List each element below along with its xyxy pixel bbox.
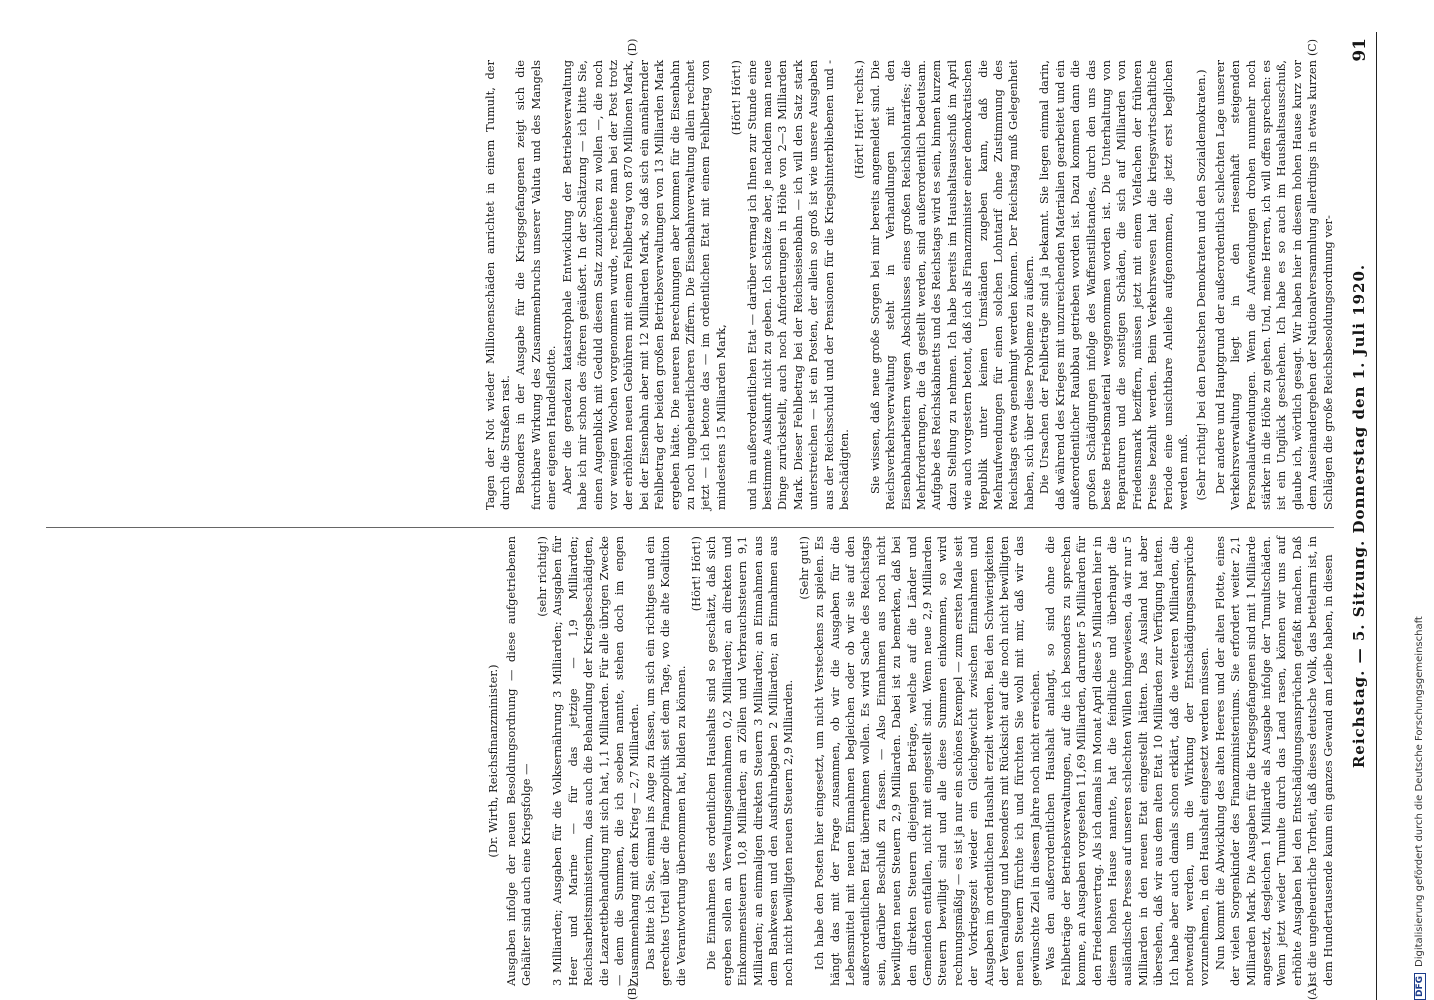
page-header <box>1342 32 1377 1000</box>
digitization-footer <box>1414 20 1430 1000</box>
paragraph: Ich habe den Posten hier eingesetzt, um nicht Versteckens zu spielen. Es hängt das mit der Frage zusammen, ob wir die Ausgaben für die Lebensmittel mit neuen Einnahmen begleichen oder ob wir sie auf den außerordentlichen Etat übernehmen wollen. Es wird Sache des Reichstags sein, darüber Beschluß zu fassen. — Also Einnahmen aus noch nicht bewilligten neuen Steuern 2,9 Milliarden. Dabei ist zu bemerken, daß bei den direkten Steuern diejenigen Beträge, welche auf die Länder und Gemeinden entfallen, nicht mit eingestellt sind. Wenn neue 2,9 Milliarden Steuern bewilligt sind und alle diese Summen einkommen, so wird rechnungsmäßig — es ist ja nur ein schönes Exempel — zum ersten Male seit der Vorkriegszeit wieder ein Gleichgewicht zwischen Einnahmen und Ausgaben im ordentlichen Haushalt erzielt werden. Bei den Schwierigkeiten der Veranlagung und besonders mit Rücksicht auf die noch nicht bewilligten neuen Steuern fürchte ich und fürchten Sie wohl mit mir, daß wir das gewünschte Ziel in diesem Jahre noch nicht erreichen. <box>812 536 1042 986</box>
page-number: 91 <box>1350 38 1370 62</box>
header-title: Reichstag. — 5. Sitzung. Donnerstag den 1. Juli 1920. <box>1350 263 1368 769</box>
column-divider <box>46 527 1334 528</box>
interjection: (Hört! Hört!) <box>688 536 703 612</box>
interjection: (Hört! Hört!) <box>729 60 744 136</box>
paragraph: und im außerordentlichen Etat — darüber vermag ich Ihnen zur Stunde eine bestimmte Auskunft nicht zu geben. Ich schätze aber, je nachdem man neue Dinge zurückstellt, auch noch Anforderungen in Höhe von 2—3 Milliarden Mark. Dieser Fehlbetrag bei der Reichseisenbahn — ich will den Satz stark unterstreichen — ist ein Posten, der allein so groß ist wie unsere Ausgaben aus der Reichsschuld und der Pensionen für die Kriegshinterbliebenen und -beschädigten. <box>744 60 851 510</box>
interjection: (Sehr richtig! bei den Deutschen Demokraten und den Sozialdemokraten.) <box>1194 69 1209 501</box>
dfg-logo: DFG <box>1414 973 1426 1000</box>
paragraph: Was den außerordentlichen Haushalt anlangt, so sind ohne die Fehlbeträge der Betriebsverwaltungen, auf die ich besonders zu sprechen komme, an Ausgaben vorgesehen 11,69 Milliarden, darunter 5 Milliarden für den Friedensvertrag. Als ich damals im Monat April diese 5 Milliarden hier in diesem hohen Hause nannte, hat die feindliche und überhaupt die ausländische Presse auf unseren schlechten Willen hingewiesen, da wir nur 5 Milliarden in den neuen Etat eingestellt hätten. Das Ausland hat aber übersehen, daß wir aus dem alten Etat 10 Milliarden zur Verfügung hatten. Ich habe aber auch damals schon erklärt, daß die weiteren Milliarden, die notwendig werden, um die Wirkung der Entschädigungsansprüche vorzunehmen, in den Haushalt eingesetzt werden müssen. <box>1043 536 1212 986</box>
margin-mark-a: (A) <box>1306 983 1319 1000</box>
paragraph: Die Einnahmen des ordentlichen Haushalts sind so geschätzt, daß sich ergeben sollen an Verwaltungseinnahmen 0,2 Milliarden; an direkten und Einkommensteuern 10,8 Milliarden; an Zöllen und Verbrauchssteuern 9,1 Milliarden; an einmaligen direkten Steuern 3 Milliarden; an Einnahmen aus dem Bankwesen und den Ausfuhrabgaben 2 Milliarden; an Einnahmen aus noch nicht bewilligten neuen Steuern 2,9 Milliarden. <box>704 536 796 986</box>
paragraph: 3 Milliarden; Ausgaben für die Volksernährung 3 Milliarden; Ausgaben für Heer und Marine — für das jetzige — 1,9 Milliarden; Reichsarbeitsministerium, das auch die Behandlung der Kriegsbeschädigten, die Lazarettbehandlung mit sich hat, 1,1 Milliarden. Für alle übrigen Zwecke — denn die Summen, die ich soeben nannte, stehen doch im engen Zusammenhang mit dem Krieg — 2,7 Milliarden. <box>550 536 642 986</box>
speaker-line: (Dr. Wirth, Reichsfinanzminister.) <box>485 664 500 858</box>
interjection: (Sehr gut!) <box>796 536 811 600</box>
paragraph: Die Ursachen der Fehlbeträge sind ja bekannt. Sie liegen einmal darin, daß während des Krieges mit unzureichenden Materialien gearbeitet und ein außerordentlicher Raubbau getrieben worden ist. Dazu kommen dann die großen Schädigungen infolge des Waffenstillstandes, durch den uns das beste Betriebsmaterial weggenommen worden ist. Die Unterhaltung von Reparaturen und die sonstigen Schäden, die sich auf Milliarden von Friedensmark beziffern, müssen jetzt mit einem Vielfachen der früheren Preise bezahlt werden. Beim Verkehrswesen hat die kriegswirtschaftliche Periode eine unsichtbare Anleihe aufgenommen, die jetzt erst beglichen werden muß. <box>1037 60 1190 510</box>
paragraph: Nun kommt die Abwicklung des alten Heeres und der alten Flotte, eines der vielen Sorgenkinder des Finanzministeriums. Sie erfordert weiter 2,1 Milliarden Mark. Die Ausgaben für die Kriegsgefangenen sind mit 1 Milliarde angesetzt, desgleichen 1 Milliarde als Ausgabe infolge der Tumultschäden. Wenn jetzt wieder Tumulte durch das Land rasen, können wir uns auf erhöhte Ausgaben bei den Entschädigungsansprüchen gefaßt machen. Daß ist die ungeheuerliche Torheit, daß dieses deutsche Volk, das bettelarm ist, in dem Hundertausende kaum ein ganzes Gewand am Leibe haben, in diesen <box>1212 535 1335 986</box>
paragraph: Das bitte ich Sie, einmal ins Auge zu fassen, um sich ein richtiges und ein gerechtes Urteil über die Finanzpolitik seit dem Tage, wo die alte Koalition die Verantwortung übernommen hat, bilden zu können. <box>642 536 688 986</box>
paragraph: Tagen der Not wieder Millionenschäden anrichtet in einem Tumult, der durch die Straßen rast. <box>482 60 513 510</box>
footer-text: Digitalisierung gefördert durch die Deutsche Forschungsgemeinschaft <box>1414 616 1425 967</box>
right-text-column <box>16 60 1336 510</box>
interjection: (Hört! Hört! rechts.) <box>852 60 867 179</box>
paragraph: Sie wissen, daß neue große Sorgen bei mir bereits angemeldet sind. Die Reichsverkehrsverwaltung steht in Verhandlungen mit den Eisenbahnarbeitern wegen Abschlusses eines großen Reichslohntarifes; die Mehrforderungen, die da gestellt werden, sind außerordentlich bedeutsam. Aufgabe des Reichskabinetts und des Reichstags wird es sein, binnen kurzem dazu Stellung zu nehmen. Ich habe bereits im Haushaltsausschuß im April wie auch vorgestern betont, daß ich als Finanzminister einer demokratischen Republik unter keinen Umständen zugeben kann, daß die Mehraufwendungen für einen solchen Lohntarif ohne Zustimmung des Reichstags etwa genehmigt werden können. Der Reichstag muß Gelegenheit haben, sich über diese Probleme zu äußern. <box>867 60 1036 510</box>
margin-mark-d: (D) <box>626 38 639 56</box>
interjection: (sehr richtig!) <box>534 536 549 617</box>
paragraph: Aber die geradezu katastrophale Entwicklung der Betriebsverwaltung habe ich mir schon des öfteren geäußert. In der Schätzung — ich bitte Sie, einen Augenblick mit Geduld diesem Satz zuzuhören zu wollen —, die noch vor wenigen Wochen vorgenommen wurde, rechnete man bei der Post trotz der erhöhten neuen Gebühren mit einem Fehlbetrag von 870 Millionen Mark, bei der Eisenbahn aber mit 12 Milliarden Mark, so daß sich ein annähernder Fehlbetrag der beiden großen Betriebsverwaltungen von 13 Milliarden Mark ergeben hätte. Die neueren Berechnungen aber kommen für die Eisenbahn zu noch ungeheuerlicheren Ziffern. Die Eisenbahnverwaltung allein rechnet jetzt — ich betone das — im ordentlichen Etat mit einem Fehlbetrag von mindestens 15 Milliarden Mark, <box>559 60 728 510</box>
rotated-document-page <box>16 32 1416 1000</box>
paragraph: Ausgaben infolge der neuen Besoldungsordnung — diese aufgetriebenen Gehälter sind auch eine Kriegsfolge — <box>504 536 534 986</box>
margin-mark-b: (B) <box>626 983 639 1000</box>
left-text-column <box>16 536 1336 986</box>
paragraph: Besonders in der Ausgabe für die Kriegsgefangenen zeigt sich die furchtbare Wirkung des Zusammenbruchs unserer Valuta und des Mangels einer eigenen Handelsflotte. <box>513 60 559 510</box>
paragraph: Der andere und Hauptgrund der außerordentlich schlechten Lage unserer Verkehrsverwaltung liegt in den riesenhaft steigenden Personalaufwendungen. Wenn die Aufwendungen drohen nunmehr noch stärker in die Höhe zu gehen. Und, meine Herren, ich will offen sprechen: es ist ein Unglück geschehen. Ich habe es so auch im Haushaltsausschuß, glaube ich, wörtlich gesagt. Wir haben hier in diesem hohen Hause kurz vor dem Auseinandergehen der Nationalversammlung allerdings in etwas kurzen Schlägen die große Reichsbesoldungsordnung ver- <box>1212 60 1335 510</box>
margin-mark-c: (C) <box>1306 39 1319 56</box>
